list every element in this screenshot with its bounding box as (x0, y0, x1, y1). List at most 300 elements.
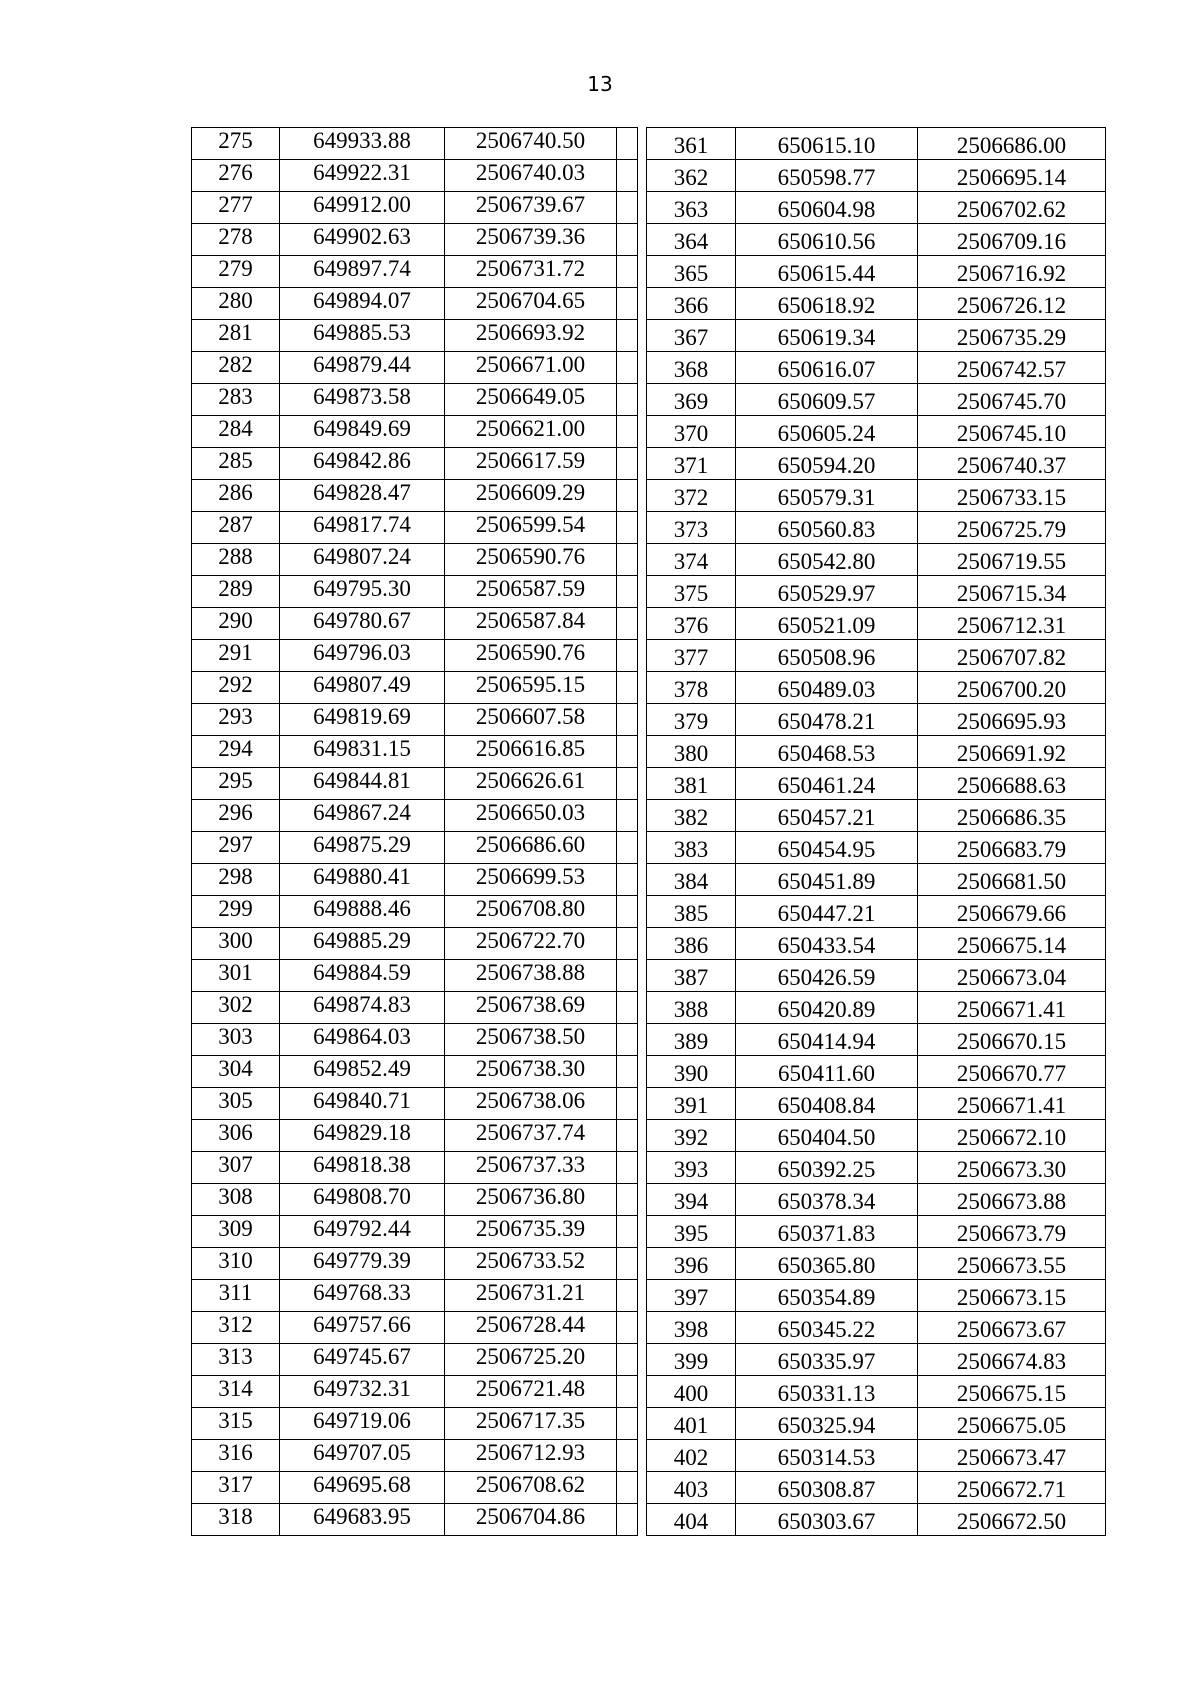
x-coordinate-cell: 650314.53 (736, 1440, 918, 1472)
x-coordinate-cell: 649852.49 (280, 1056, 445, 1088)
point-number-cell: 391 (647, 1088, 736, 1120)
point-number-cell: 376 (647, 608, 736, 640)
point-number-cell: 402 (647, 1440, 736, 1472)
point-number-cell: 311 (192, 1280, 280, 1312)
table-row (192, 288, 638, 320)
x-coordinate-cell: 650461.24 (736, 768, 918, 800)
point-number-cell: 309 (192, 1216, 280, 1248)
point-number-cell: 374 (647, 544, 736, 576)
y-coordinate-cell: 2506599.54 (445, 512, 617, 544)
x-coordinate-cell: 649873.58 (280, 384, 445, 416)
x-coordinate-cell: 650404.50 (736, 1120, 918, 1152)
empty-cell (617, 512, 638, 544)
x-coordinate-cell: 650610.56 (736, 224, 918, 256)
y-coordinate-cell: 2506726.12 (918, 288, 1106, 320)
point-number-cell: 399 (647, 1344, 736, 1376)
y-coordinate-cell: 2506745.70 (918, 384, 1106, 416)
x-coordinate-cell: 650420.89 (736, 992, 918, 1024)
y-coordinate-cell: 2506590.76 (445, 544, 617, 576)
y-coordinate-cell: 2506681.50 (918, 864, 1106, 896)
y-coordinate-cell: 2506590.76 (445, 640, 617, 672)
y-coordinate-cell: 2506737.74 (445, 1120, 617, 1152)
point-number-cell: 283 (192, 384, 280, 416)
point-number-cell: 280 (192, 288, 280, 320)
y-coordinate-cell: 2506617.59 (445, 448, 617, 480)
y-coordinate-cell: 2506595.15 (445, 672, 617, 704)
y-coordinate-cell: 2506716.92 (918, 256, 1106, 288)
table-row (647, 1088, 1106, 1120)
table-row (192, 704, 638, 736)
y-coordinate-cell: 2506621.00 (445, 416, 617, 448)
y-coordinate-cell: 2506672.71 (918, 1472, 1106, 1504)
point-number-cell: 403 (647, 1472, 736, 1504)
x-coordinate-cell: 649885.53 (280, 320, 445, 352)
x-coordinate-cell: 650447.21 (736, 896, 918, 928)
point-number-cell: 367 (647, 320, 736, 352)
point-number-cell: 316 (192, 1440, 280, 1472)
point-number-cell: 300 (192, 928, 280, 960)
empty-cell (617, 224, 638, 256)
x-coordinate-cell: 649880.41 (280, 864, 445, 896)
y-coordinate-cell: 2506740.50 (445, 128, 617, 160)
page-number: 13 (587, 72, 613, 96)
table-row (647, 1184, 1106, 1216)
empty-cell (617, 1408, 638, 1440)
empty-cell (617, 1504, 638, 1536)
empty-cell (617, 448, 638, 480)
table-row (647, 480, 1106, 512)
y-coordinate-cell: 2506738.69 (445, 992, 617, 1024)
point-number-cell: 314 (192, 1376, 280, 1408)
point-number-cell: 375 (647, 576, 736, 608)
empty-cell (617, 736, 638, 768)
x-coordinate-cell: 650345.22 (736, 1312, 918, 1344)
x-coordinate-cell: 650365.80 (736, 1248, 918, 1280)
y-coordinate-cell: 2506670.15 (918, 1024, 1106, 1056)
y-coordinate-cell: 2506719.55 (918, 544, 1106, 576)
x-coordinate-cell: 649707.05 (280, 1440, 445, 1472)
y-coordinate-cell: 2506733.52 (445, 1248, 617, 1280)
x-coordinate-cell: 649933.88 (280, 128, 445, 160)
coordinates-table-right (646, 127, 1106, 1536)
x-coordinate-cell: 649894.07 (280, 288, 445, 320)
empty-cell (617, 1376, 638, 1408)
table-row (647, 800, 1106, 832)
y-coordinate-cell: 2506708.62 (445, 1472, 617, 1504)
point-number-cell: 371 (647, 448, 736, 480)
x-coordinate-cell: 650303.67 (736, 1504, 918, 1536)
y-coordinate-cell: 2506686.60 (445, 832, 617, 864)
point-number-cell: 299 (192, 896, 280, 928)
y-coordinate-cell: 2506708.80 (445, 896, 617, 928)
coordinates-table-left (191, 127, 638, 1536)
table-row (647, 320, 1106, 352)
table-row (192, 480, 638, 512)
empty-cell (617, 1152, 638, 1184)
y-coordinate-cell: 2506686.00 (918, 128, 1106, 160)
point-number-cell: 293 (192, 704, 280, 736)
empty-cell (617, 608, 638, 640)
y-coordinate-cell: 2506731.21 (445, 1280, 617, 1312)
empty-cell (617, 928, 638, 960)
table-row (647, 1408, 1106, 1440)
table-row (647, 896, 1106, 928)
table-row (647, 1344, 1106, 1376)
y-coordinate-cell: 2506699.53 (445, 864, 617, 896)
y-coordinate-cell: 2506673.79 (918, 1216, 1106, 1248)
x-coordinate-cell: 649796.03 (280, 640, 445, 672)
x-coordinate-cell: 650609.57 (736, 384, 918, 416)
table-row (192, 1248, 638, 1280)
point-number-cell: 361 (647, 128, 736, 160)
x-coordinate-cell: 649867.24 (280, 800, 445, 832)
empty-cell (617, 1312, 638, 1344)
y-coordinate-cell: 2506721.48 (445, 1376, 617, 1408)
point-number-cell: 363 (647, 192, 736, 224)
y-coordinate-cell: 2506736.80 (445, 1184, 617, 1216)
x-coordinate-cell: 650433.54 (736, 928, 918, 960)
point-number-cell: 305 (192, 1088, 280, 1120)
point-number-cell: 287 (192, 512, 280, 544)
y-coordinate-cell: 2506683.79 (918, 832, 1106, 864)
x-coordinate-cell: 650542.80 (736, 544, 918, 576)
point-number-cell: 303 (192, 1024, 280, 1056)
empty-cell (617, 1440, 638, 1472)
table-row (647, 1472, 1106, 1504)
y-coordinate-cell: 2506674.83 (918, 1344, 1106, 1376)
y-coordinate-cell: 2506675.14 (918, 928, 1106, 960)
table-row (647, 1216, 1106, 1248)
table-row (647, 1120, 1106, 1152)
table-row (192, 1056, 638, 1088)
table-row (192, 1024, 638, 1056)
empty-cell (617, 1280, 638, 1312)
x-coordinate-cell: 650560.83 (736, 512, 918, 544)
x-coordinate-cell: 649768.33 (280, 1280, 445, 1312)
point-number-cell: 379 (647, 704, 736, 736)
point-number-cell: 279 (192, 256, 280, 288)
table-row (647, 1376, 1106, 1408)
y-coordinate-cell: 2506673.30 (918, 1152, 1106, 1184)
x-coordinate-cell: 649875.29 (280, 832, 445, 864)
table-row (192, 672, 638, 704)
table-row (647, 1504, 1106, 1536)
table-row (647, 1024, 1106, 1056)
table-row (192, 544, 638, 576)
x-coordinate-cell: 649897.74 (280, 256, 445, 288)
point-number-cell: 318 (192, 1504, 280, 1536)
x-coordinate-cell: 650615.44 (736, 256, 918, 288)
y-coordinate-cell: 2506649.05 (445, 384, 617, 416)
point-number-cell: 381 (647, 768, 736, 800)
table-row (192, 384, 638, 416)
table-row (192, 992, 638, 1024)
point-number-cell: 313 (192, 1344, 280, 1376)
x-coordinate-cell: 649828.47 (280, 480, 445, 512)
empty-cell (617, 992, 638, 1024)
table-row (192, 928, 638, 960)
table-row (192, 640, 638, 672)
point-number-cell: 286 (192, 480, 280, 512)
y-coordinate-cell: 2506704.65 (445, 288, 617, 320)
x-coordinate-cell: 649695.68 (280, 1472, 445, 1504)
point-number-cell: 365 (647, 256, 736, 288)
x-coordinate-cell: 649757.66 (280, 1312, 445, 1344)
point-number-cell: 397 (647, 1280, 736, 1312)
point-number-cell: 301 (192, 960, 280, 992)
point-number-cell: 295 (192, 768, 280, 800)
table-row (192, 160, 638, 192)
table-row (647, 352, 1106, 384)
y-coordinate-cell: 2506688.63 (918, 768, 1106, 800)
y-coordinate-cell: 2506673.15 (918, 1280, 1106, 1312)
table-row (192, 192, 638, 224)
empty-cell (617, 1088, 638, 1120)
x-coordinate-cell: 649864.03 (280, 1024, 445, 1056)
empty-cell (617, 576, 638, 608)
table-row (647, 768, 1106, 800)
table-row (192, 896, 638, 928)
empty-cell (617, 192, 638, 224)
x-coordinate-cell: 650414.94 (736, 1024, 918, 1056)
point-number-cell: 378 (647, 672, 736, 704)
y-coordinate-cell: 2506671.00 (445, 352, 617, 384)
table-row (192, 1152, 638, 1184)
x-coordinate-cell: 650594.20 (736, 448, 918, 480)
x-coordinate-cell: 650325.94 (736, 1408, 918, 1440)
point-number-cell: 395 (647, 1216, 736, 1248)
table-row (647, 992, 1106, 1024)
table-row (647, 576, 1106, 608)
x-coordinate-cell: 649840.71 (280, 1088, 445, 1120)
y-coordinate-cell: 2506735.29 (918, 320, 1106, 352)
coordinates-table-left-body (192, 128, 638, 1536)
table-row (192, 736, 638, 768)
x-coordinate-cell: 649874.83 (280, 992, 445, 1024)
table-row (647, 736, 1106, 768)
empty-cell (617, 864, 638, 896)
y-coordinate-cell: 2506691.92 (918, 736, 1106, 768)
x-coordinate-cell: 649879.44 (280, 352, 445, 384)
point-number-cell: 364 (647, 224, 736, 256)
empty-cell (617, 1184, 638, 1216)
point-number-cell: 389 (647, 1024, 736, 1056)
point-number-cell: 400 (647, 1376, 736, 1408)
empty-cell (617, 384, 638, 416)
x-coordinate-cell: 649795.30 (280, 576, 445, 608)
x-coordinate-cell: 649831.15 (280, 736, 445, 768)
empty-cell (617, 832, 638, 864)
x-coordinate-cell: 650371.83 (736, 1216, 918, 1248)
y-coordinate-cell: 2506686.35 (918, 800, 1106, 832)
y-coordinate-cell: 2506607.58 (445, 704, 617, 736)
x-coordinate-cell: 650408.84 (736, 1088, 918, 1120)
x-coordinate-cell: 650615.10 (736, 128, 918, 160)
x-coordinate-cell: 650468.53 (736, 736, 918, 768)
point-number-cell: 384 (647, 864, 736, 896)
table-row (192, 1312, 638, 1344)
x-coordinate-cell: 650308.87 (736, 1472, 918, 1504)
point-number-cell: 281 (192, 320, 280, 352)
point-number-cell: 306 (192, 1120, 280, 1152)
y-coordinate-cell: 2506715.34 (918, 576, 1106, 608)
point-number-cell: 390 (647, 1056, 736, 1088)
point-number-cell: 315 (192, 1408, 280, 1440)
empty-cell (617, 352, 638, 384)
table-row (647, 544, 1106, 576)
point-number-cell: 308 (192, 1184, 280, 1216)
y-coordinate-cell: 2506731.72 (445, 256, 617, 288)
y-coordinate-cell: 2506740.37 (918, 448, 1106, 480)
y-coordinate-cell: 2506709.16 (918, 224, 1106, 256)
table-row (647, 384, 1106, 416)
point-number-cell: 396 (647, 1248, 736, 1280)
table-row (192, 1472, 638, 1504)
table-row (192, 1344, 638, 1376)
empty-cell (617, 1216, 638, 1248)
table-row (647, 256, 1106, 288)
x-coordinate-cell: 649849.69 (280, 416, 445, 448)
table-row (192, 1184, 638, 1216)
point-number-cell: 276 (192, 160, 280, 192)
point-number-cell: 393 (647, 1152, 736, 1184)
empty-cell (617, 704, 638, 736)
point-number-cell: 377 (647, 640, 736, 672)
empty-cell (617, 416, 638, 448)
table-row (192, 1376, 638, 1408)
table-row (647, 448, 1106, 480)
y-coordinate-cell: 2506672.10 (918, 1120, 1106, 1152)
x-coordinate-cell: 649844.81 (280, 768, 445, 800)
x-coordinate-cell: 650331.13 (736, 1376, 918, 1408)
table-row (647, 928, 1106, 960)
table-row (192, 1280, 638, 1312)
y-coordinate-cell: 2506671.41 (918, 992, 1106, 1024)
point-number-cell: 362 (647, 160, 736, 192)
x-coordinate-cell: 650579.31 (736, 480, 918, 512)
empty-cell (617, 1024, 638, 1056)
empty-cell (617, 320, 638, 352)
table-row (647, 224, 1106, 256)
x-coordinate-cell: 650451.89 (736, 864, 918, 896)
table-row (647, 1280, 1106, 1312)
x-coordinate-cell: 649902.63 (280, 224, 445, 256)
x-coordinate-cell: 649912.00 (280, 192, 445, 224)
table-row (647, 1152, 1106, 1184)
y-coordinate-cell: 2506739.36 (445, 224, 617, 256)
x-coordinate-cell: 649780.67 (280, 608, 445, 640)
point-number-cell: 312 (192, 1312, 280, 1344)
table-row (192, 864, 638, 896)
table-row (647, 288, 1106, 320)
x-coordinate-cell: 649829.18 (280, 1120, 445, 1152)
table-row (647, 864, 1106, 896)
empty-cell (617, 1344, 638, 1376)
empty-cell (617, 768, 638, 800)
x-coordinate-cell: 650508.96 (736, 640, 918, 672)
table-row (192, 352, 638, 384)
point-number-cell: 285 (192, 448, 280, 480)
y-coordinate-cell: 2506738.50 (445, 1024, 617, 1056)
point-number-cell: 370 (647, 416, 736, 448)
table-row (192, 1088, 638, 1120)
point-number-cell: 317 (192, 1472, 280, 1504)
x-coordinate-cell: 650618.92 (736, 288, 918, 320)
x-coordinate-cell: 649842.86 (280, 448, 445, 480)
x-coordinate-cell: 649808.70 (280, 1184, 445, 1216)
table-row (647, 640, 1106, 672)
y-coordinate-cell: 2506725.20 (445, 1344, 617, 1376)
y-coordinate-cell: 2506672.50 (918, 1504, 1106, 1536)
point-number-cell: 372 (647, 480, 736, 512)
empty-cell (617, 160, 638, 192)
y-coordinate-cell: 2506693.92 (445, 320, 617, 352)
y-coordinate-cell: 2506679.66 (918, 896, 1106, 928)
x-coordinate-cell: 650598.77 (736, 160, 918, 192)
table-row (647, 1248, 1106, 1280)
point-number-cell: 291 (192, 640, 280, 672)
x-coordinate-cell: 649745.67 (280, 1344, 445, 1376)
table-row (647, 704, 1106, 736)
x-coordinate-cell: 650457.21 (736, 800, 918, 832)
x-coordinate-cell: 649922.31 (280, 160, 445, 192)
x-coordinate-cell: 650616.07 (736, 352, 918, 384)
table-row (192, 1120, 638, 1152)
table-row (192, 800, 638, 832)
x-coordinate-cell: 650378.34 (736, 1184, 918, 1216)
table-row (192, 768, 638, 800)
x-coordinate-cell: 650478.21 (736, 704, 918, 736)
point-number-cell: 398 (647, 1312, 736, 1344)
x-coordinate-cell: 649884.59 (280, 960, 445, 992)
table-row (647, 1440, 1106, 1472)
y-coordinate-cell: 2506722.70 (445, 928, 617, 960)
y-coordinate-cell: 2506733.15 (918, 480, 1106, 512)
table-row (647, 608, 1106, 640)
table-row (647, 128, 1106, 160)
table-row (192, 1504, 638, 1536)
table-row (192, 128, 638, 160)
y-coordinate-cell: 2506739.67 (445, 192, 617, 224)
y-coordinate-cell: 2506704.86 (445, 1504, 617, 1536)
table-row (647, 1312, 1106, 1344)
y-coordinate-cell: 2506712.31 (918, 608, 1106, 640)
point-number-cell: 373 (647, 512, 736, 544)
y-coordinate-cell: 2506609.29 (445, 480, 617, 512)
x-coordinate-cell: 650354.89 (736, 1280, 918, 1312)
point-number-cell: 382 (647, 800, 736, 832)
y-coordinate-cell: 2506717.35 (445, 1408, 617, 1440)
empty-cell (617, 128, 638, 160)
point-number-cell: 298 (192, 864, 280, 896)
point-number-cell: 404 (647, 1504, 736, 1536)
point-number-cell: 302 (192, 992, 280, 1024)
table-row (192, 608, 638, 640)
y-coordinate-cell: 2506650.03 (445, 800, 617, 832)
x-coordinate-cell: 650619.34 (736, 320, 918, 352)
y-coordinate-cell: 2506702.62 (918, 192, 1106, 224)
x-coordinate-cell: 650604.98 (736, 192, 918, 224)
x-coordinate-cell: 650392.25 (736, 1152, 918, 1184)
x-coordinate-cell: 649819.69 (280, 704, 445, 736)
table-row (192, 576, 638, 608)
table-row (192, 448, 638, 480)
x-coordinate-cell: 649807.24 (280, 544, 445, 576)
y-coordinate-cell: 2506737.33 (445, 1152, 617, 1184)
point-number-cell: 369 (647, 384, 736, 416)
table-row (647, 416, 1106, 448)
point-number-cell: 394 (647, 1184, 736, 1216)
